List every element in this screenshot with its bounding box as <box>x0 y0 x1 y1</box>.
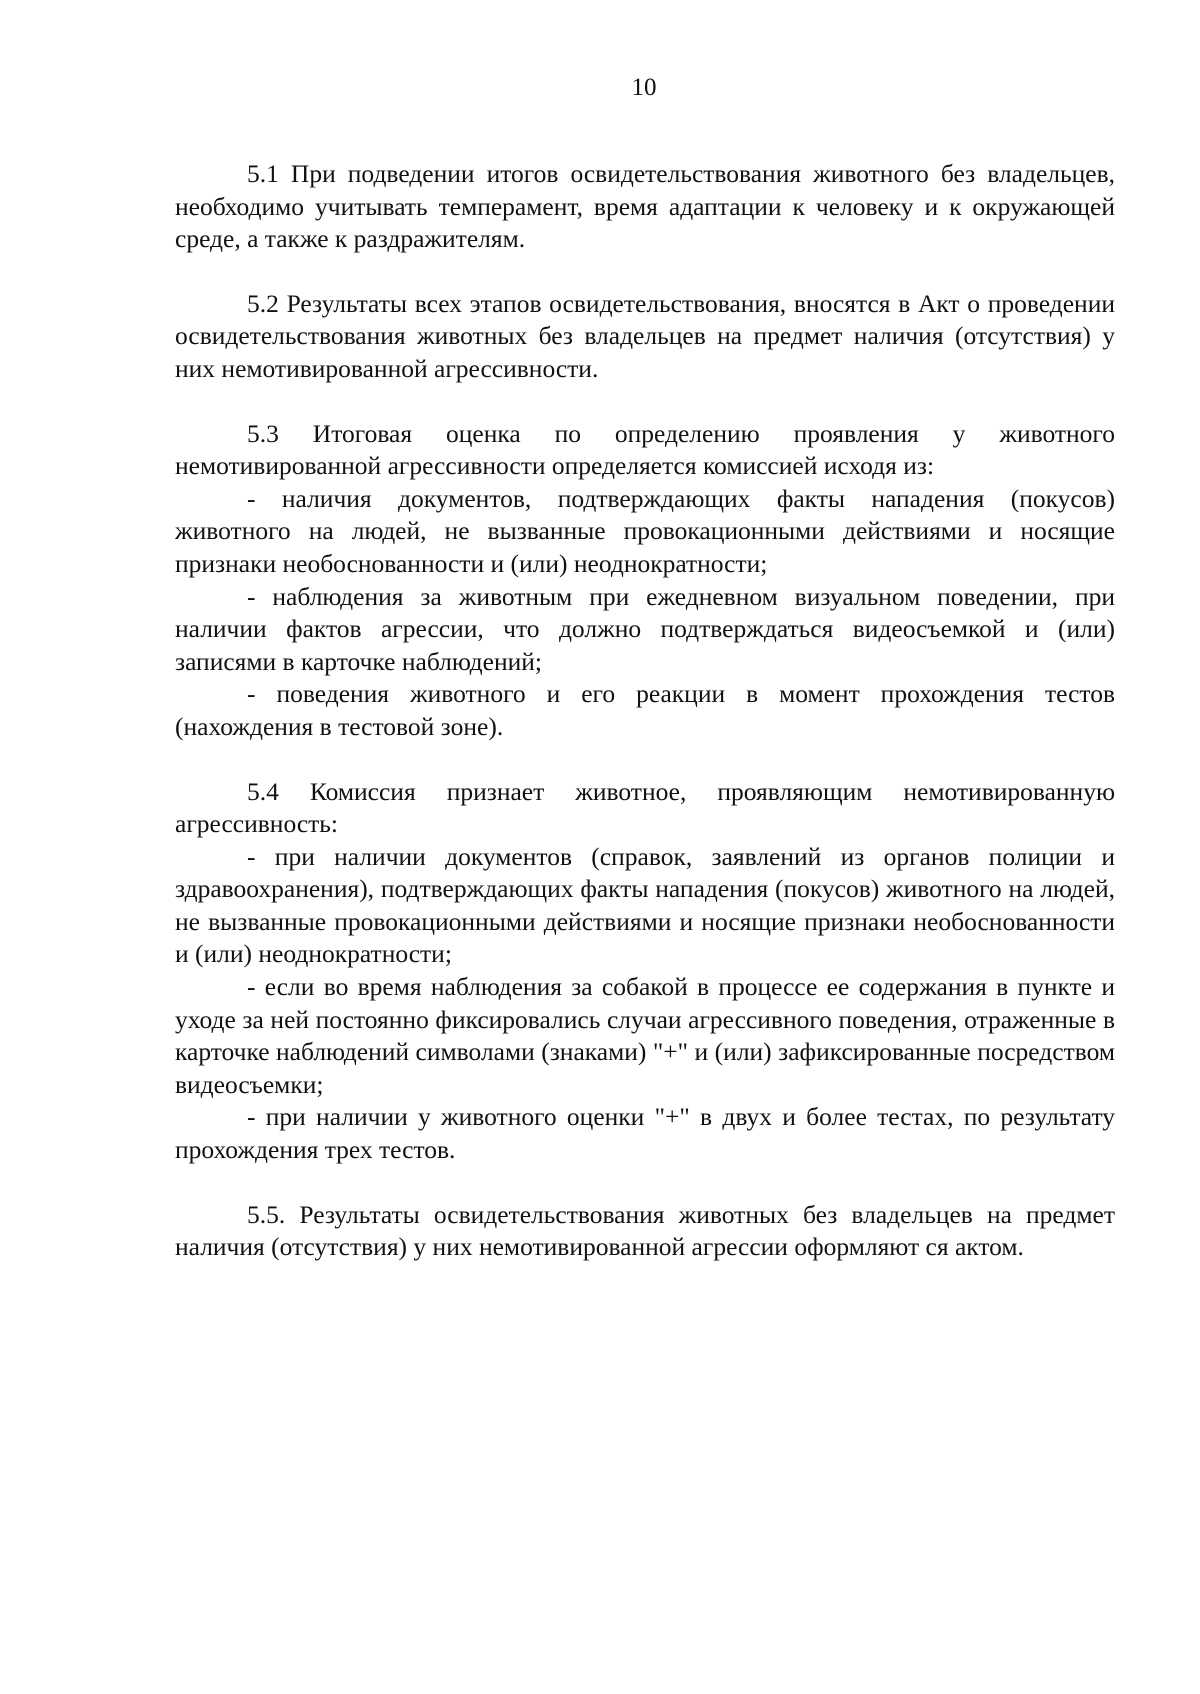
document-body <box>175 158 1115 1264</box>
list-item-5-3-documents: - наличия документов, подтверждающих факты нападения (покусов) животного на людей, не вызванные провокационными действиями и носящие признаки необоснованности и (или) неоднократности; <box>175 483 1115 578</box>
paragraph-5-3: 5.3 Итоговая оценка по определению проявления у животного немотивированной агрессивности определяется комиссией исходя из: <box>175 418 1115 481</box>
list-item-5-4-observation: - если во время наблюдения за собакой в процессе ее содержания в пункте и уходе за ней постоянно фиксировались случаи агрессивного поведения, отраженные в карточке наблюдений символами (знаками) "+" и (или) зафиксированные посредством видеосъемки; <box>175 972 1115 1099</box>
page-number: 10 <box>631 74 657 101</box>
list-item-5-4-documents: - при наличии документов (справок, заявлений из органов полиции и здравоохранения), подтверждающих факты нападения (покусов) животного на людей, не вызванные провокационными действиями и носящие признаки необоснованности и (или) неоднократности; <box>175 841 1115 969</box>
paragraph-5-1: 5.1 При подведении итогов освидетельствования животного без владельцев, необходимо учитывать темперамент, время адаптации к человеку и к окружающей среде, а также к раздражителям. <box>175 159 1115 254</box>
list-item-5-4-tests: - при наличии у животного оценки "+" в двух и более тестах, по результату прохождения трех тестов. <box>175 1102 1115 1165</box>
list-item-5-3-observation: - наблюдения за животным при ежедневном визуальном поведении, при наличии фактов агрессии, что должно подтверждаться видеосъемкой и (или) записями в карточке наблюдений; <box>175 581 1115 676</box>
paragraph-5-5: 5.5. Результаты освидетельствования животных без владельцев на предмет наличия (отсутствия) у них немотивированной агрессии оформляют ся актом. <box>175 1199 1115 1262</box>
list-item-5-3-behavior: - поведения животного и его реакции в момент прохождения тестов (нахождения в тестовой зоне). <box>175 679 1115 741</box>
paragraph-5-2: 5.2 Результаты всех этапов освидетельствования, вносятся в Акт о проведении освидетельствования животных без владельцев на предмет наличия (отсутствия) у них немотивированной агрессивности. <box>175 288 1115 383</box>
paragraph-5-4: 5.4 Комиссия признает животное, проявляющим немотивированную агрессивность: <box>175 776 1115 839</box>
